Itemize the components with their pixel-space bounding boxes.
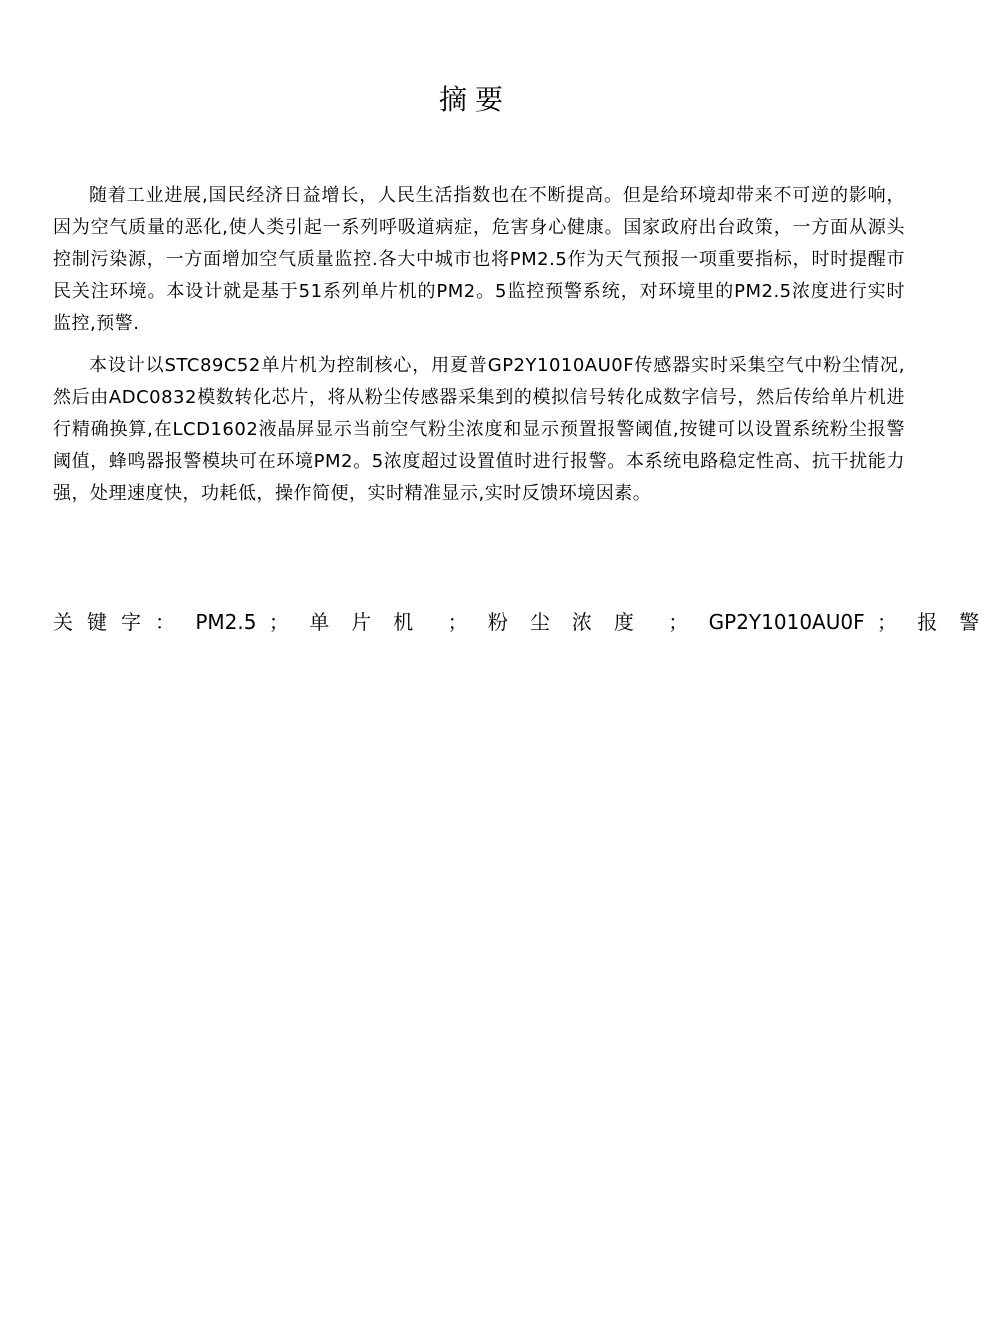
keyword-item: GP2Y1010AU0F: [708, 610, 865, 634]
page-title: 摘要: [438, 83, 511, 116]
keyword-item: PM2.5: [195, 610, 257, 634]
abstract-paragraph-2: 本设计以STC89C52单片机为控制核心，用夏普GP2Y1010AU0F传感器实时采集空气中粉尘情况,然后由ADC0832模数转化芯片，将从粉尘传感器采集到的模拟信号转化成数字信号，然后传给单片机进行精确换算,在LCD1602液晶屏显示当前空气粉尘浓度和显示预置报警阈值,按键可以设置系统粉尘报警阈值，蜂鸣器报警模块可在环境PM2。5浓度超过设置值时进行报警。本系统电路稳定性高、抗干扰能力强，处理速度快，功耗低，操作简便，实时精准显示,实时反馈环境因素。: [53, 355, 905, 504]
keyword-item: 粉尘浓度: [487, 610, 656, 634]
keyword-item: 单片机: [309, 610, 436, 634]
keyword-item: 报警: [917, 610, 1001, 634]
abstract-paragraph-1: 随着工业进展,国民经济日益增长，人民生活指数也在不断提高。但是给环境却带来不可逆的影响，因为空气质量的恶化,使人类引起一系列呼吸道病症，危害身心健康。国家政府出台政策，一方面从源头控制污染源，一方面增加空气质量监控.各大中城市也将PM2.5作为天气预报一项重要指标，时时提醒市民关注环境。本设计就是基于51系列单片机的PM2。5监控预警系统，对环境里的PM2.5浓度进行实时监控,预警.: [53, 185, 905, 334]
keyword-separator: ；: [447, 610, 468, 634]
abstract-body: [53, 180, 905, 520]
keyword-separator: ；: [668, 610, 689, 634]
keywords-label: 关键字：: [53, 610, 189, 634]
keyword-separator: ；: [876, 610, 897, 634]
keyword-separator: ；: [268, 610, 289, 634]
keywords-line: [53, 606, 1001, 638]
